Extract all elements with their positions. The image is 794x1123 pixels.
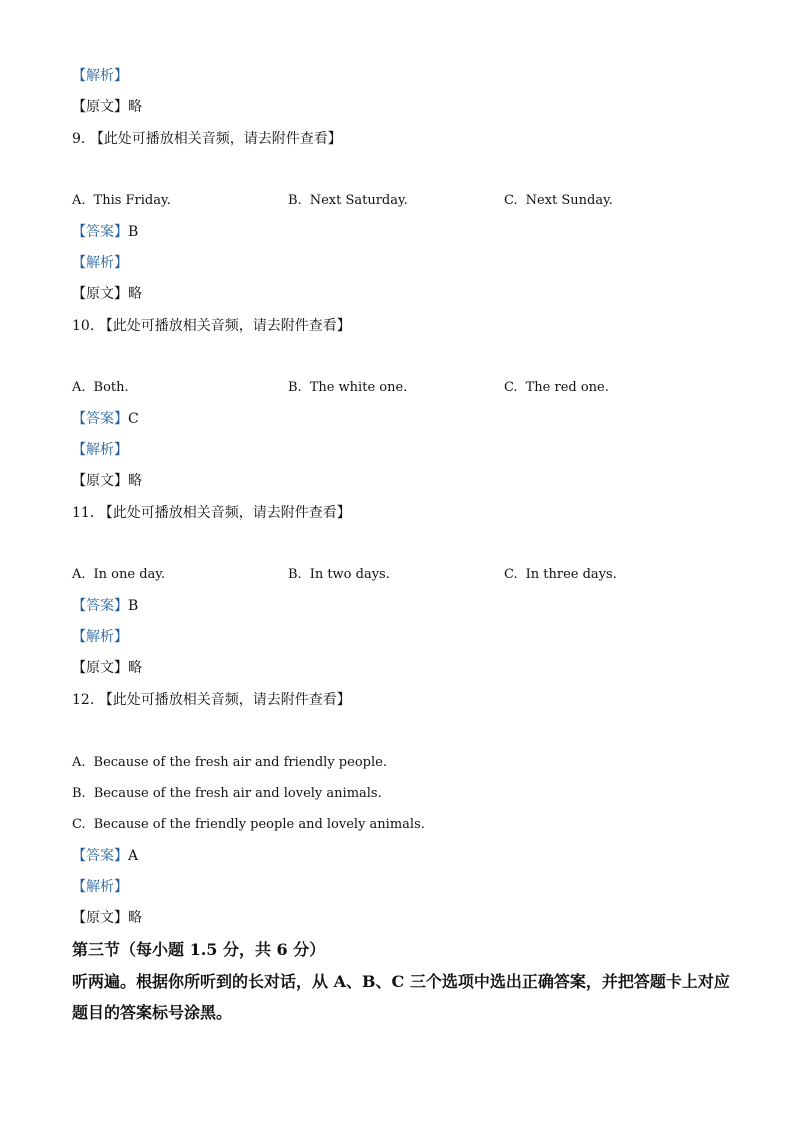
original-text-row: 【原文】略: [72, 99, 142, 115]
section-title: 第三节（每小题 1.5 分，共 6 分）: [72, 940, 326, 959]
q12-option-b: B. Because of the fresh air and lovely animals.: [72, 786, 382, 801]
q10-option-a: A. Both.: [72, 380, 129, 395]
q10-option-b: B. The white one.: [288, 380, 408, 395]
q12-answer: 【答案】A: [72, 848, 139, 864]
q11-option-b: B. In two days.: [288, 567, 390, 582]
question-9-heading: 9. 【此处可播放相关音频，请去附件查看】: [72, 131, 342, 147]
q9-original-text: 【原文】略: [72, 286, 142, 302]
q11-answer: 【答案】B: [72, 598, 139, 614]
section-instruction: 听两遍。根据你所听到的长对话，从 A、B、C 三个选项中选出正确答案，并把答题卡上对应题目的答案标号涂黑。: [72, 972, 730, 1022]
q12-option-c: C. Because of the friendly people and lovely animals.: [72, 817, 425, 832]
q9-answer: 【答案】B: [72, 224, 139, 240]
q9-option-a: A. This Friday.: [72, 193, 171, 208]
q12-analysis: 【解析】: [72, 879, 128, 895]
q11-analysis: 【解析】: [72, 629, 128, 645]
q9-option-c: C. Next Sunday.: [504, 193, 613, 208]
q11-option-c: C. In three days.: [504, 567, 617, 582]
question-10-heading: 10. 【此处可播放相关音频，请去附件查看】: [72, 318, 351, 334]
question-11-heading: 11. 【此处可播放相关音频，请去附件查看】: [72, 505, 351, 521]
q10-option-c: C. The red one.: [504, 380, 609, 395]
analysis-label: 【解析】: [72, 68, 128, 84]
q9-option-b: B. Next Saturday.: [288, 193, 408, 208]
q10-analysis: 【解析】: [72, 442, 128, 458]
q10-answer: 【答案】C: [72, 411, 139, 427]
q12-original-text: 【原文】略: [72, 910, 142, 926]
q10-original-text: 【原文】略: [72, 473, 142, 489]
q11-option-a: A. In one day.: [72, 567, 166, 582]
q12-option-a: A. Because of the fresh air and friendly people.: [72, 755, 387, 770]
question-12-heading: 12. 【此处可播放相关音频，请去附件查看】: [72, 692, 351, 708]
q11-original-text: 【原文】略: [72, 660, 142, 676]
q9-analysis: 【解析】: [72, 255, 128, 271]
